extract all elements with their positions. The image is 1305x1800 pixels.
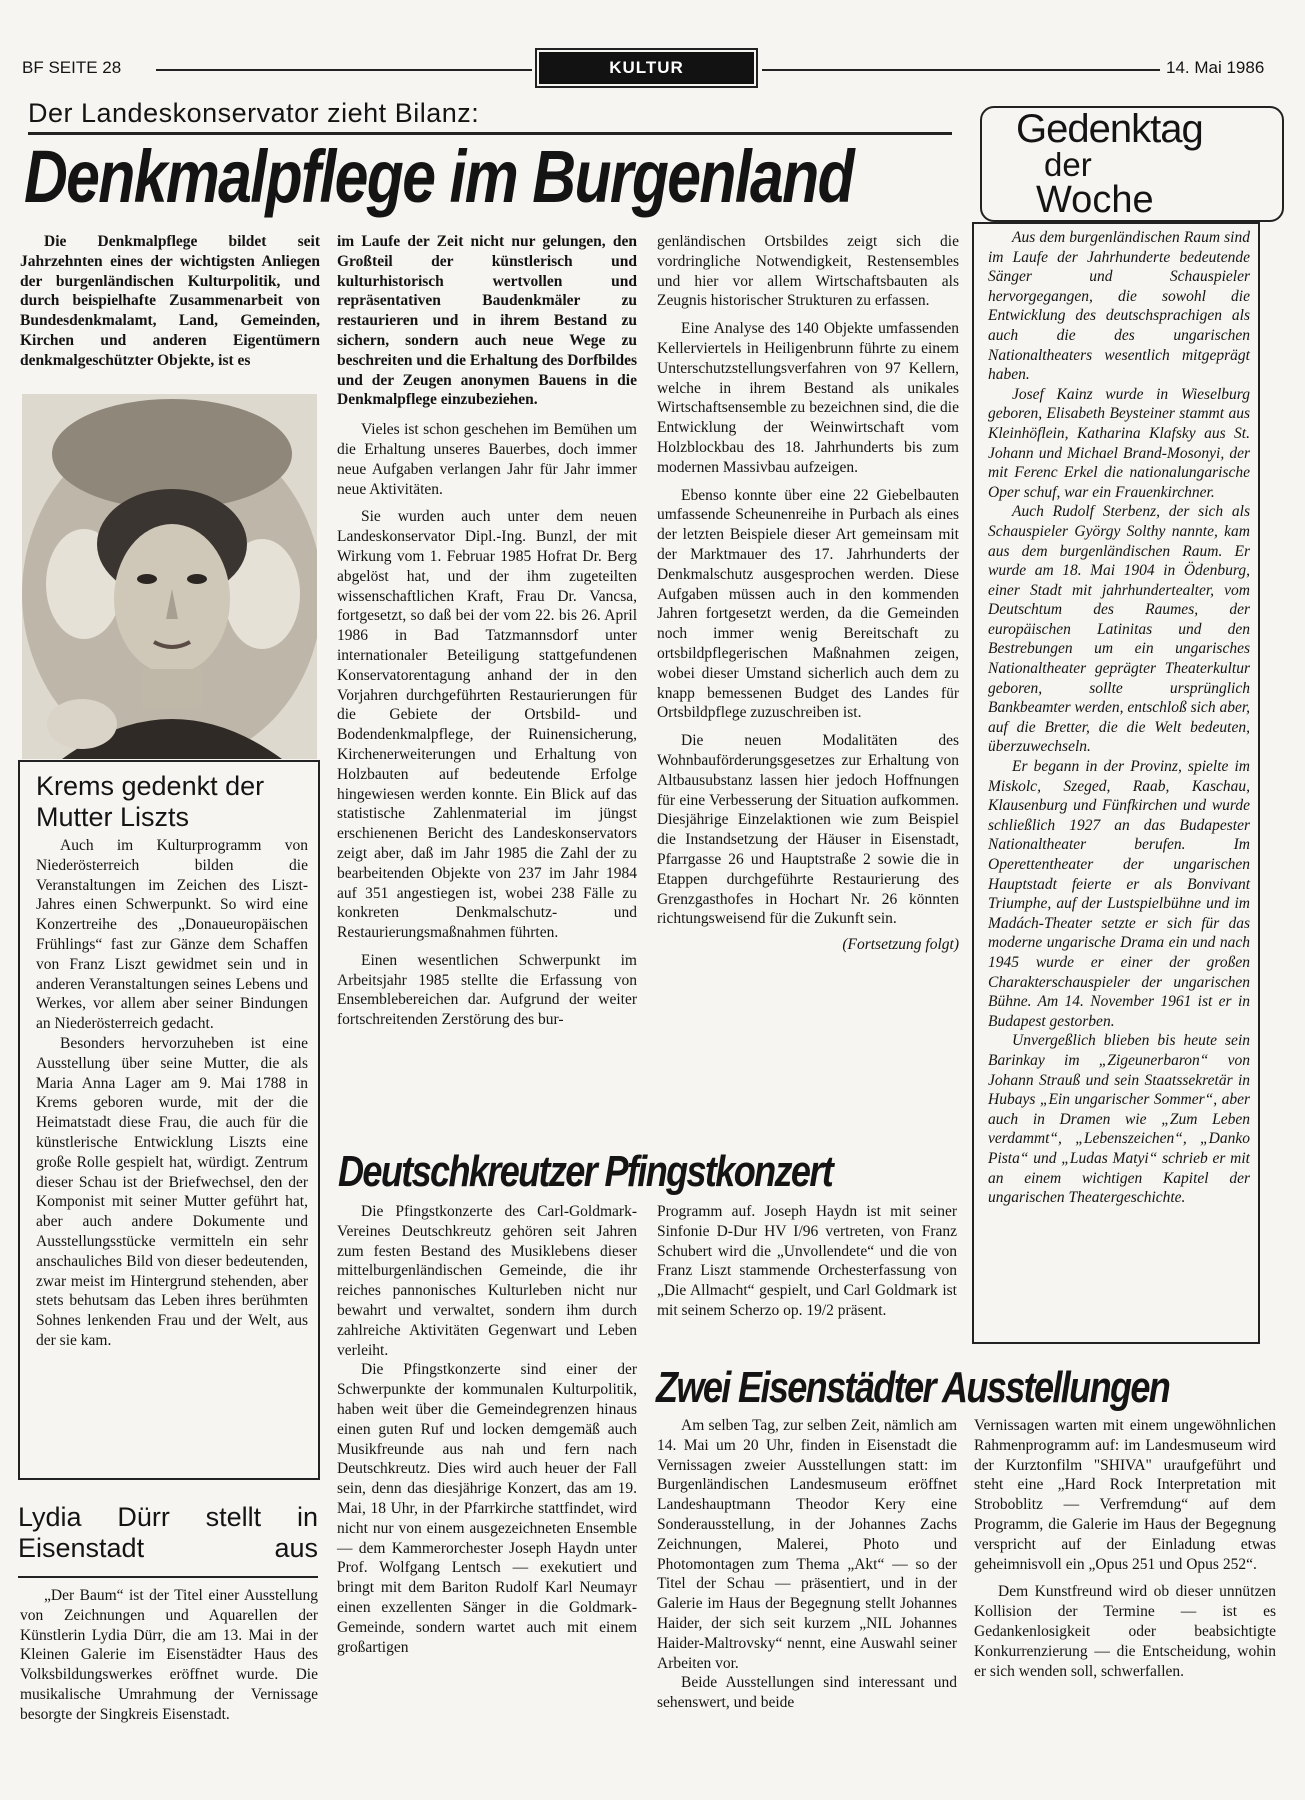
section-label: KULTUR — [539, 52, 754, 84]
lydia-body: „Der Baum“ ist der Titel einer Ausstellung von Zeichnungen und Aquarellen der Künstlerin Lydia Dürr, die am 13. Mai in der Kleinen Galerie im Eisenstädter Haus des Volksbildungswerkes eröffnet wurde. Die musikalische Umrahmung der Vernissage besorgte der Singkreis Eisenstadt. — [20, 1587, 318, 1723]
lead-kicker: Der Landeskonservator zieht Bilanz: — [28, 98, 480, 128]
lead-col-3: genländischen Ortsbildes zeigt sich die vordringliche Notwendigkeit, Restensembles und hier vor allem Wirtschaftsbauten als Zeugnis historischer Strukturen zu erfassen. Eine Analyse des 140 Objekte umfassenden Kellerviertels in Heiligenbrunn führte zu einem Unterschutzstellungsverfahren von 97 Kellern, welche in ihrem Bestand als unikales Wirtschaftsensemble zu bezeichnen sind, die die Entwicklung der Weinwirtschaft vom Holzblockbau des 18. Jahrhunderts bis zum modernen Massivbau aufzeigen. Ebenso konnte über eine 22 Giebelbauten umfassende Scheunenreihe in Purbach als eines der letzten Beispiele dieser Art gemeinsam mit der Marktmauer des 17. Jahrhunderts der Denkmalschutz ausgesprochen werden. Diese Aufgaben müssen auch in den kommenden Jahren fortgesetzt werden, da die Gemeinden noch immer wenig Bereitschaft zu ortsbildpflegerischen Maßnahmen zeigen, wobei dieser Umstand sicherlich auch dem zu knapp bemessenen Budget des Landes für Ortsbildpflege zuzuschreiben ist. Die neuen Modalitäten des Wohnbauförderungsgesetzes zur Erhaltung von Altbausubstanz lassen hier jedoch Hoffnungen für eine Verbesserung der Situation aufkommen. Diesjährige Einzelaktionen wie zum Beispiel die Instandsetzung der Häuser in Eisenstadt, Pfarrgasse 26 und Hauptstraße 2 sowie die in Etappen durchgeführte Restaurierung des Grenzgasthofes in Hochart Nr. 26 könnten richtungsweisend für die Zukunft sein. (Fortsetzung folgt) — [657, 233, 959, 954]
pfingst-headline: Deutschkreutzer Pfingstkonzert — [338, 1147, 833, 1196]
lead-intro-a: Die Denkmalpflege bildet seit Jahrzehnten eines der wichtigsten Anliegen der burgenländischen Kulturpolitik, und durch beispielhafte Zusammenarbeit von Bundesdenkmalamt, Land, Gemeinden, Kirchen und anderen Eigentümern denkmalgeschützter Objekte, ist es — [20, 233, 320, 369]
lead-headline: Denkmalpflege im Burgenland — [24, 135, 854, 218]
krems-body: Auch im Kulturprogramm von Niederösterreich bilden die Veranstaltungen im Zeichen des Liszt-Jahres einen Schwerpunkt. So wird eine Konzertreihe des „Donaueuropäischen Frühlings“ fast zur Gänze dem Schaffen von Franz Liszt gewidmet sein und in anderen Veranstaltungen seines Lebens und Werkes, vor allem aber seiner Bindungen an Niederösterreich gedacht. Besonders hervorzuheben ist eine Ausstellung über seine Mutter, die als Maria Anna Lager am 9. Mai 1788 in Krems geboren wurde, mit der die Heimatstadt diese Frau, die auch für die künstlerische Entwicklung Liszts eine große Rolle gespielt hat, würdigt. Zentrum dieser Schau ist der Briefwechsel, den der Komponist mit seiner Mutter geführt hat, aber auch andere Dokumente und Ausstellungsstücke vermitteln ein sehr anschauliches Bild von dieser bedeutenden, zwar meist im Hintergrund stehenden, aber stets behutsam das Leben ihres berühmten Sohnes lenkenden Frau und der Welt, aus der sie kam. — [36, 837, 308, 1349]
page-label: BF SEITE 28 — [22, 58, 122, 77]
lead-col-2: im Laufe der Zeit nicht nur gelungen, den Großteil der künstlerisch und kulturhistorisch wertvollen und repräsentativen Baudenkmäler zu restaurieren und in ihrem Bestand zu sichern, sondern auch neue Wege zu beschreiten und die Erhaltung des Dorfbildes und der Zeugen anonymen Bauens in die Denkmalpflege einzubeziehen. Vieles ist schon geschehen im Bemühen um die Erhaltung unseres Bauerbes, doch immer neue Aufgaben verlangen Jahr für Jahr immer neue Aktivitäten. Sie wurden auch unter dem neuen Landeskonservator Dipl.-Ing. Bunzl, der mit Wirkung vom 1. Februar 1985 Hofrat Dr. Berg abgelöst hat, und der ihm zugeteilten wissenschaftlichen Kraft, Frau Dr. Vancsa, fortgesetzt, so daß bei der vom 22. bis 26. April 1986 in Bad Tatzmannsdorf unter internationaler Beteiligung stattgefundenen Konservatorentagung anhand der in den Vorjahren durchgeführten Restaurierungen für die Gebiete der Ortsbild- und Bodendenkmalpflege, der Ruinensicherung, Kirchenerweiterungen und Erhaltung von Holzbauten auf bedeutende Erfolge hingewiesen werden konnte. Ein Blick auf das statistische Zahlenmaterial im jüngst erschienenen Bericht des Landeskonservators zeigt aber, daß im Jahr 1985 die Zahl der zu bearbeitenden Objekte von 237 im Jahr 1984 auf 351 angestiegen ist, wobei 238 Fälle zu konkreten Denkmalschutz- und Restaurierungsmaßnahmen führten. Einen wesentlichen Schwerpunkt im Arbeitsjahr 1985 stellte die Erfassung von Ensemblebereichen dar. Aufgrund der weiter fortschreitenden Zerstörung des bur- — [337, 233, 637, 1029]
krems-title: Krems gedenkt der Mutter Liszts — [36, 771, 265, 832]
header-rule-right — [762, 69, 1160, 71]
ausstellungen-col-2: Vernissagen warten mit einem ungewöhnlichen Rahmenprogramm auf: im Landesmuseum wird der Kurztonfilm "SHIVA" uraufgeführt und steht eine „Hard Rock Interpretation mit Stroboblitz — Verfremdung“ auf dem Programm, die Galerie im Haus der Begegnung verspricht auf der Einladung etwas geheimnisvoll ein „Opus 251 und Opus 252“. Dem Kunstfreund wird ob dieser unnützen Kollision der Termine — ist es Gedankenlosigkeit oder beabsichtigte Konkurrenzierung — die Entscheidung, wohin er sich wenden soll, schwerfallen. — [974, 1417, 1276, 1680]
portrait-image — [22, 394, 317, 759]
pfingst-col-1: Die Pfingstkonzerte des Carl-Goldmark-Vereines Deutschkreutz gehören seit Jahren zum festen Bestand des Musiklebens dieser mittelburgenländischen Gemeinde, die ihr reiches pannonisches Kulturleben nicht nur bewahrt und verwaltet, sondern ihm durch zahlreiche Aktivitäten Gegenwart und Leben verleiht. Die Pfingstkonzerte sind einer der Schwerpunkte der kommunalen Kulturpolitik, haben weit über die Gemeindegrenzen hinaus einen guten Ruf und locken demgemäß auch Musikfreunde aus nah und fern nach Deutschkreutz. Dies wird auch heuer der Fall sein, denn das diesjährige Konzert, das am 19. Mai, 18 Uhr, in der Pfarrkirche stattfindet, wird nicht nur von einem ausgezeichneten Ensemble — dem Kammerorchester Joseph Haydn unter Prof. Wolfgang Lentsch — exekutiert und bringt mit dem Bariton Rudolf Karl Neumayr einen exzellenten Sänger in die Goldmark-Gemeinde, sondern wartet auch mit einem großartigen — [337, 1203, 637, 1656]
gedenktag-title-3: Woche — [1036, 179, 1154, 221]
lydia-rule — [18, 1576, 318, 1578]
pfingst-col-2: Programm auf. Joseph Haydn ist mit seiner Sinfonie D-Dur HV I/96 vertreten, von Franz Schubert wird die „Unvollendete“ und die von Franz Liszt stammende Orchesterfassung von „Die Allmacht“ gespielt, und Carl Goldmark ist mit seinem Scherzo op. 19/2 präsent. — [657, 1203, 957, 1319]
ausstellungen-col-1: Am selben Tag, zur selben Zeit, nämlich am 14. Mai um 20 Uhr, finden in Eisenstadt die Vernissagen zweier Ausstellungen statt: im Burgenländischen Landesmuseum eröffnet Landeshauptmann Theodor Kery eine Sonderausstellung, in der Johannes Zachs Zeichnungen, Malerei, Photo und Photomontagen zum Thema „Akt“ — so der Titel der Schau — präsentiert, und in der Galerie im Haus der Begegnung stellt Johannes Haider, der sich seit kurzem „NIL Johannes Haider-Maltrovsky“ nennt, eine Auswahl seiner Arbeiten vor. Beide Ausstellungen sind interessant und sehenswert, und beide — [657, 1417, 957, 1712]
portrait-drawing — [22, 394, 317, 759]
gedenktag-title-1: Gedenktag — [1016, 107, 1203, 151]
header-rule-left — [156, 69, 532, 71]
gedenktag-body: Aus dem burgenländischen Raum sind im Laufe der Jahrhunderte bedeutende Sänger und Schauspieler hervorgegangen, die sowohl die Entwicklung des deutschsprachigen als auch die des ungarischen Nationaltheaters wesentlich mitgeprägt haben. Josef Kainz wurde in Wieselburg geboren, Elisabeth Beysteiner stammt aus Kleinhöflein, Katharina Klafsky aus St. Johann und Michael Brand-Mosonyi, der mit Ferenc Erkel die nationalungarische Oper schuf, war ein Frauenkirchner. Auch Rudolf Sterbenz, der sich als Schauspieler György Solthy nannte, kam aus dem burgenländischen Raum. Er wurde am 18. Mai 1904 in Ödenburg, einer Stadt mit jahrhundertealter, vom Deutschtum des Raumes, der europäischen Latinitas und den Bestrebungen um ein ungarisches Nationaltheater geprägter Theaterkultur geboren, sollte ursprünglich Bankbeamter werden, entschloß sich aber, auf die Bretter, die die Welt bedeuten, überzuwechseln. Er begann in der Provinz, spielte im Miskolc, Szeged, Raab, Kaschau, Klausenburg und Fünfkirchen und wurde schließlich 1927 an das Budapester Nationaltheater berufen. Im Operettentheater der ungarischen Hauptstadt feierte er als Bonvivant Triumphe, auf der Lustspielbühne und im Madách-Theater setzte er sich für das moderne ungarische Drama ein und nach 1945 wurde er einer der großen Charakterschauspieler der ungarischen Bühne. Am 14. November 1961 ist er in Budapest gestorben. Unvergeßlich blieben bis heute sein Barinkay im „Zigeunerbaron“ von Johann Strauß und sein Staatssekretär in Hubays „Ein ungarischer Sommer“, aber auch in Dramen wie „Zum Leben verdammt“, „Lebenszeichen“, „Danko Pista“ und „Ludas Matyi“ schrieb er mit an einem wichtigen Kapitel der ungarischen Theatergeschichte. — [988, 229, 1251, 1207]
gedenktag-title-2: der — [1044, 146, 1092, 183]
ausstellungen-headline: Zwei Eisenstädter Ausstellungen — [656, 1363, 1170, 1412]
issue-date: 14. Mai 1986 — [1166, 58, 1265, 77]
lydia-title: Lydia Dürr stellt in Eisenstadt aus — [18, 1502, 318, 1563]
continued-note: (Fortsetzung folgt) — [842, 936, 959, 954]
